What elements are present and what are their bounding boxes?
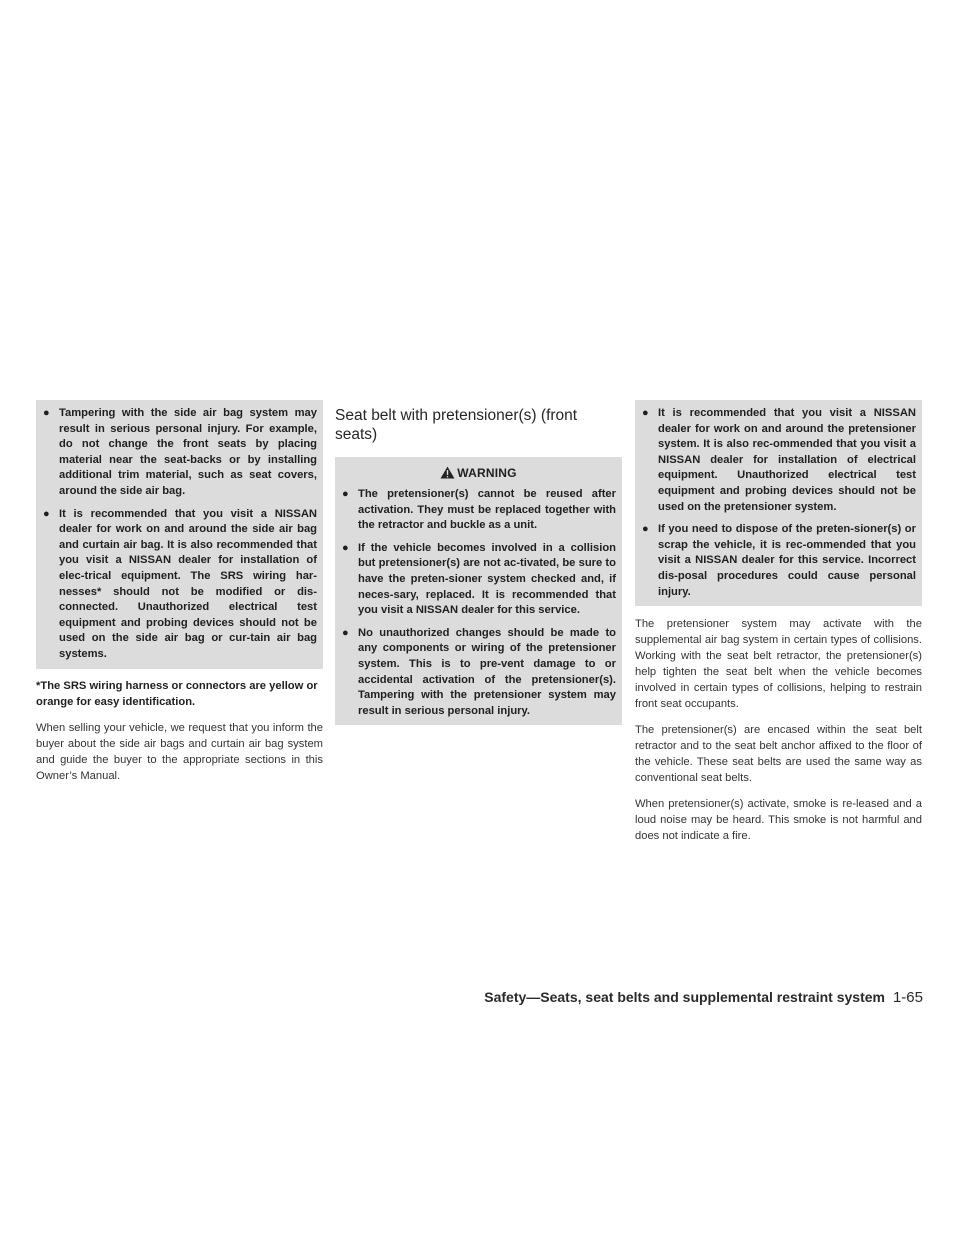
warning-item: ● No unauthorized changes should be made to any components or wiring of the pretensioner system. This is to pre-vent damage to or accidental activation of the pretensioner(s). Tampering with the pretensioner system may result in serious personal injury.	[342, 626, 616, 717]
bullet-icon: ●	[43, 507, 50, 520]
warning-list	[341, 487, 616, 719]
body-paragraph: When selling your vehicle, we request that you inform the buyer about the side air bags and curtain air bag system and guide the buyer to the appropriate sections in this Owner’s Manual.	[36, 721, 323, 782]
footer-section-title: Safety—Seats, seat belts and supplemental restraint system	[484, 989, 885, 1005]
bullet-icon: ●	[342, 541, 349, 554]
column-left	[36, 400, 323, 784]
warning-list	[641, 406, 916, 600]
warning-label: WARNING	[457, 466, 517, 480]
warning-triangle-icon	[440, 466, 455, 479]
warning-header	[341, 463, 616, 487]
body-paragraph: When pretensioner(s) activate, smoke is re-leased and a loud noise may be heard. This smoke is not harmful and does not indicate a fire.	[635, 798, 922, 843]
warning-item: ● The pretensioner(s) cannot be reused after activation. They must be replaced together with the retractor and buckle as a unit.	[342, 488, 616, 532]
warning-box	[335, 457, 622, 725]
body-paragraph: The pretensioner(s) are encased within the seat belt retractor and to the seat belt anchor affixed to the floor of the vehicle. These seat belts are used the same way as conventional seat belts.	[635, 724, 922, 785]
warning-item: ● If the vehicle becomes involved in a collision but pretensioner(s) are not ac-tivated, be sure to have the preten-sioner system checked and, if neces-sary, replaced. It is recommended that you visit a NISSAN dealer for this service.	[342, 541, 616, 617]
column-middle	[335, 400, 622, 725]
page-footer	[484, 988, 923, 1007]
section-title: Seat belt with pretensioner(s) (front seats)	[335, 407, 578, 443]
body-paragraph: The pretensioner system may activate with the supplemental air bag system in certain types of collisions. Working with the seat belt retractor, the pretensioner(s) help tighten the seat belt when the vehicle becomes involved in certain types of collisions, helping to restrain front seat occupants.	[635, 618, 922, 711]
warning-item: ● It is recommended that you visit a NISSAN dealer for work on and around the pretensioner system. It is also rec-ommended that you visit a NISSAN dealer for installation of electrical equipment. Unauthorized electrical test equipment and probing devices should not be used on the pretensioner system.	[642, 407, 916, 513]
warning-item: ● If you need to dispose of the preten-sioner(s) or scrap the vehicle, it is rec-ommended that you visit a NISSAN dealer for this service. Incorrect dis-posal procedures could cause personal injury.	[642, 523, 916, 598]
footnote: *The SRS wiring harness or connectors are yellow or orange for easy identification.	[36, 679, 318, 708]
bullet-icon: ●	[642, 407, 649, 419]
warning-box-continued	[36, 400, 323, 669]
bullet-icon: ●	[43, 407, 50, 419]
bullet-icon: ●	[642, 523, 649, 536]
warning-list	[42, 406, 317, 663]
warning-item: ● It is recommended that you visit a NISSAN dealer for work on and around the side air bag and curtain air bag. It is also recommended that you visit a NISSAN dealer for installation of elec-trical equipment. The SRS wiring har-nesses* should not be modified or dis-connected. Unauthorized electrical test equipment and probing devices should not be used on the side air bag or cur-tain air bag systems.	[43, 507, 317, 660]
warning-box-continued	[635, 400, 922, 606]
page-number: 1-65	[892, 989, 923, 1006]
bullet-icon: ●	[342, 626, 349, 639]
warning-item: ● Tampering with the side air bag system may result in serious personal injury. For example, do not change the front seats by placing material near the seat-backs or by installing additional trim material, such as seat covers, around the side air bag.	[43, 407, 317, 497]
bullet-icon: ●	[342, 488, 349, 500]
column-right	[635, 400, 922, 844]
